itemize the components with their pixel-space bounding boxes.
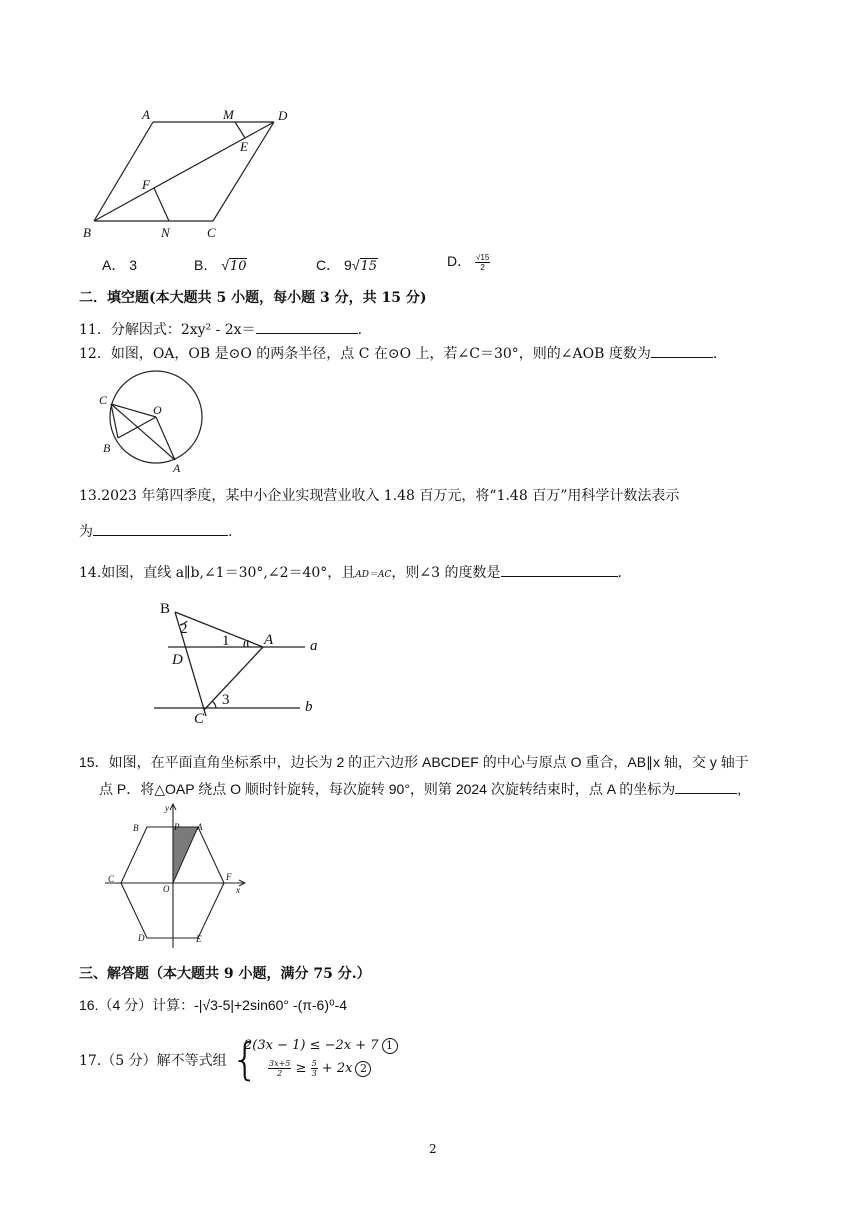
label-y: y [165, 803, 169, 813]
label-1: 1 [222, 633, 230, 649]
question-15-line2: 点 P．将△OAP 绕点 O 顺时针旋转，每次旋转 90°，则第 2024 次旋转结束时，点 A 的坐标为 , [99, 781, 742, 797]
parallel-lines-figure [150, 598, 330, 733]
label-B: B [103, 441, 111, 455]
label-F: F [142, 177, 150, 192]
label-x: x [236, 885, 240, 895]
label-A: A [264, 632, 274, 648]
label-B: B [133, 823, 139, 833]
label-E: E [196, 934, 202, 944]
answer-blank-11[interactable] [256, 319, 358, 334]
question-13-line1: 13.2023 年第四季度，某中小企业实现营业收入 1.48 百万元，将“1.48 百万”用科学计数法表示 [79, 488, 680, 504]
label-O: O [163, 884, 170, 894]
label-a: a [310, 638, 318, 654]
option-a: A． 3 [102, 257, 138, 273]
label-A: A [142, 107, 150, 122]
question-13-line2: 为 . [79, 521, 232, 541]
label-2: 2 [180, 621, 188, 637]
label-B: B [160, 601, 171, 617]
label-3: 3 [222, 692, 230, 708]
answer-blank-13[interactable] [93, 521, 228, 536]
label-P: P [174, 822, 180, 832]
label-D: D [172, 652, 183, 668]
question-16: 16.（4 分）计算：-|√3-5|+2sin60° -(π-6)⁰-4 [79, 997, 348, 1013]
option-c: C． 9√15 [316, 257, 378, 274]
label-A: A [173, 461, 181, 475]
label-C: C [207, 225, 216, 240]
label-M: M [223, 107, 234, 122]
label-F: F [226, 872, 232, 882]
label-N: N [161, 225, 170, 240]
label-C: C [108, 874, 115, 884]
question-15-line1: 15．如图，在平面直角坐标系中，边长为 2 的正六边形 ABCDEF 的中心与原点 O 重合，AB∥x 轴，交 y 轴于 [79, 754, 749, 770]
hexagon-figure [100, 800, 250, 952]
label-E: E [240, 139, 248, 154]
section2-heading: 二．填空题(本大题共 5 小题，每小题 3 分，共 15 分) [79, 290, 427, 306]
label-D: D [278, 108, 288, 123]
page-number: 2 [429, 1142, 437, 1156]
section3-heading: 三、解答题（本大题共 9 小题，满分 75 分.） [79, 966, 371, 982]
parallelogram-figure [80, 105, 310, 245]
answer-blank-15[interactable] [675, 779, 737, 794]
inequality-2: $\frac{3x+5}{2}$ ≥ $\frac{5}{3}$ + 2x 2 [268, 1059, 371, 1078]
option-d: D． $\frac{√15}{2}$ [447, 252, 490, 272]
label-b: b [305, 699, 313, 715]
option-b: B． √10 [194, 257, 247, 274]
question-12: 12．如图，OA，OB 是⊙O 的两条半径，点 C 在⊙O 上，若∠C＝30°，则的∠AOB 度数为 . [79, 343, 717, 363]
label-D: D [138, 933, 145, 943]
circled-1: 1 [382, 1038, 398, 1054]
question-14: 14.如图，直线 a∥b,∠1＝30°,∠2＝40°，且AD＝AC，则∠3 的度数是 . [79, 562, 622, 584]
label-A: A [197, 822, 203, 832]
label-O: O [153, 403, 162, 417]
question-17-prefix: 17.（5 分）解不等式组 [79, 1053, 227, 1069]
system-brace: { [231, 1034, 259, 1085]
label-C: C [99, 393, 108, 407]
question-11: 11．分解因式：2xy² - 2x＝ . [79, 319, 362, 339]
inequality-1: 2(3x − 1) ≤ −2x + 7 1 [244, 1038, 398, 1054]
circle-figure [95, 366, 210, 476]
answer-blank-14[interactable] [501, 562, 618, 577]
label-C: C [194, 711, 205, 727]
circled-2: 2 [355, 1061, 371, 1077]
label-B: B [83, 225, 91, 240]
answer-blank-12[interactable] [651, 343, 713, 358]
